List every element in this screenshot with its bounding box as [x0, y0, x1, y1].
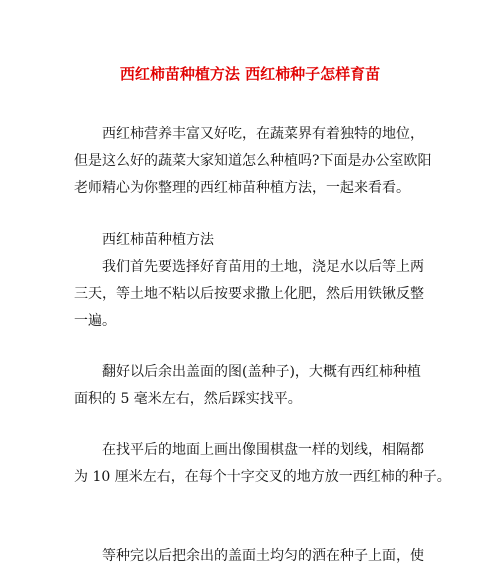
paragraph-5-line-1: 等种完以后把余出的盖面土均匀的洒在种子上面，使	[102, 548, 424, 564]
paragraph-1-line-3: 老师精心为你整理的西红柿苗种植方法，一起来看看。	[74, 180, 410, 196]
paragraph-3-line-1: 翻好以后余出盖面的图(盖种子)，大概有西红柿种植	[102, 364, 421, 380]
paragraph-3-line-2: 面积的 5 毫米左右，然后踩实找平。	[74, 391, 302, 407]
paragraph-1-line-1: 西红柿营养丰富又好吃，在蔬菜界有着独特的地位，	[102, 126, 424, 142]
paragraph-4-line-2: 为 10 厘米左右，在每个十字交叉的地方放一西红柿的种子。	[74, 469, 451, 485]
paragraph-2-line-2: 三天，等土地不粘以后按要求撒上化肥，然后用铁锹反整	[74, 286, 424, 302]
paragraph-2-line-1: 我们首先要选择好育苗用的土地，浇足水以后等上两	[102, 259, 424, 275]
paragraph-1-line-2: 但是这么好的蔬菜大家知道怎么种植吗?下面是办公室欧阳	[74, 153, 432, 169]
paragraph-4-line-1: 在找平后的地面上画出像围棋盘一样的划线，相隔都	[102, 442, 424, 458]
paragraph-2-line-3: 一遍。	[74, 313, 116, 329]
document-title: 西红柿苗种植方法 西红柿种子怎样育苗	[119, 65, 381, 83]
section-heading: 西红柿苗种植方法	[102, 232, 214, 248]
